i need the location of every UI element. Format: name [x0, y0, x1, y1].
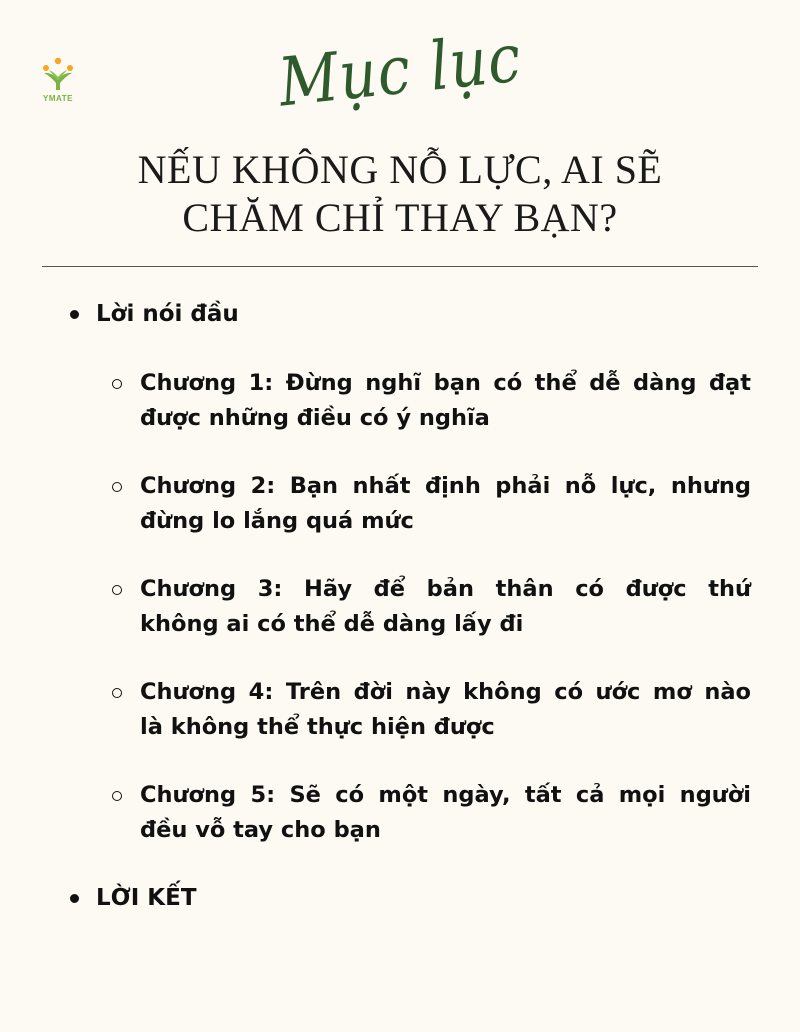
logo-text: YMATE: [43, 94, 73, 103]
circle-bullet-icon: [112, 379, 122, 389]
chapter-line-2: là không thể thực hiện được: [140, 714, 495, 740]
circle-bullet-icon: [112, 688, 122, 698]
chapter-line-2: đừng lo lắng quá mức: [140, 508, 414, 534]
toc-item-label: Lời nói đầu: [96, 301, 239, 327]
page-title-line-1: NẾU KHÔNG NỖ LỰC, AI SẼ: [137, 147, 663, 192]
script-title-text: Mục lục: [275, 18, 525, 122]
chapter-line-1: Chương 5: Sẽ có một ngày, tất cả mọi người: [140, 782, 751, 808]
chapter-text: [140, 469, 751, 539]
chapter-text: [140, 572, 751, 642]
toc-item-label: LỜI KẾT: [96, 885, 197, 911]
circle-bullet-icon: [112, 585, 122, 595]
bullet-dot-icon: [70, 894, 79, 903]
chapter-text: [140, 366, 751, 436]
page-title-line-2: CHĂM CHỈ THAY BẠN?: [182, 195, 618, 240]
bullet-dot-icon: [70, 310, 79, 319]
chapter-text: [140, 778, 751, 848]
chapter-text: [140, 675, 751, 745]
script-title: [250, 20, 550, 140]
circle-bullet-icon: [112, 482, 122, 492]
chapter-line-1: Chương 4: Trên đời này không có ước mơ nào: [140, 679, 751, 705]
chapter-line-1: Chương 1: Đừng nghĩ bạn có thể dễ dàng đạt: [140, 370, 751, 396]
divider: [42, 266, 758, 267]
chapter-line-2: đều vỗ tay cho bạn: [140, 817, 381, 843]
page-title: [60, 146, 740, 242]
ymate-logo-icon: [40, 56, 76, 92]
chapter-line-2: được những điều có ý nghĩa: [140, 405, 490, 431]
ymate-logo: [36, 56, 80, 103]
circle-bullet-icon: [112, 791, 122, 801]
chapter-line-2: không ai có thể dễ dàng lấy đi: [140, 611, 524, 637]
chapter-line-1: Chương 3: Hãy để bản thân có được thứ: [140, 576, 751, 602]
chapter-line-1: Chương 2: Bạn nhất định phải nỗ lực, nhưng: [140, 473, 751, 499]
